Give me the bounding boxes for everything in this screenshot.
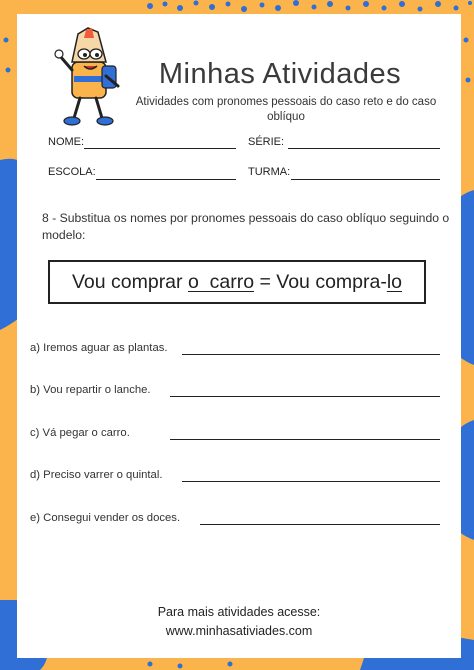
- model-underlined-noun: o carro: [187, 270, 255, 293]
- footer-text: Para mais atividades acesse:: [157, 605, 321, 619]
- grade-label: SÉRIE:: [248, 136, 285, 148]
- footer-website-link[interactable]: www.minhasativiades.com: [165, 624, 313, 638]
- question-e: e) Consegui vender os doces.: [30, 512, 181, 524]
- question-b: b) Vou repartir o lanche.: [30, 384, 151, 396]
- name-label: NOME:: [48, 136, 85, 148]
- page-subtitle: Atividades com pronomes pessoais do caso reto e do caso oblíquo: [135, 96, 437, 123]
- class-label: TURMA:: [248, 166, 291, 178]
- answer-line-a[interactable]: [182, 354, 440, 355]
- grade-field[interactable]: [288, 148, 440, 149]
- pencil-mascot-illustration: [50, 26, 130, 130]
- page-title: Minhas Atividades: [158, 58, 402, 90]
- exercise-instruction: 8 - Substitua os nomes por pronomes pessoais do caso oblíquo seguindo o modelo:: [42, 211, 450, 242]
- class-field[interactable]: [291, 179, 440, 180]
- question-d: d) Preciso varrer o quintal.: [30, 469, 163, 481]
- model-underlined-pronoun: lo: [386, 270, 403, 293]
- school-field[interactable]: [96, 179, 236, 180]
- footer: [17, 603, 461, 641]
- answer-line-d[interactable]: [182, 481, 440, 482]
- question-c: c) Vá pegar o carro.: [30, 427, 130, 439]
- answer-line-e[interactable]: [200, 524, 440, 525]
- school-label: ESCOLA:: [48, 166, 96, 178]
- model-text-2: = Vou compra-: [254, 270, 387, 293]
- answer-line-b[interactable]: [170, 396, 440, 397]
- model-text-1: Vou comprar: [71, 270, 188, 293]
- model-example-box: [48, 260, 426, 304]
- question-a: a) Iremos aguar as plantas.: [30, 342, 168, 354]
- answer-line-c[interactable]: [170, 439, 440, 440]
- name-field[interactable]: [84, 148, 236, 149]
